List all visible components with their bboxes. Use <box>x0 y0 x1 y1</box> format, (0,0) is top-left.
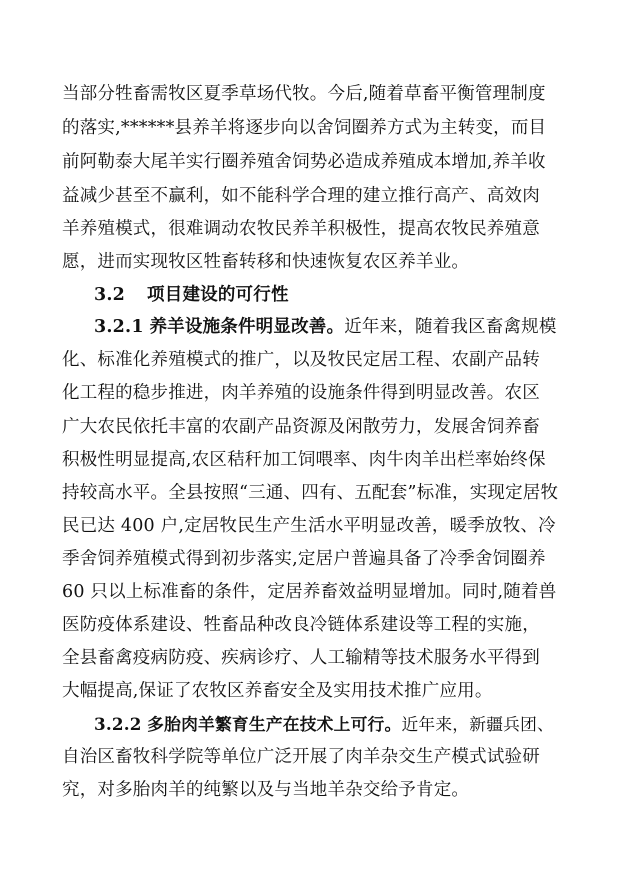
paragraph-line: 大幅提高,保证了农牧区养畜安全及实用技术推广应用。 <box>62 681 493 701</box>
subsection-title: 多胎肉羊繁育生产在技术上可行。 <box>147 714 402 734</box>
subsection-number: 3.2.1 <box>94 317 144 337</box>
paragraph-line: 益减少甚至不赢利，如不能科学合理的建立推行高产、高效肉 <box>62 186 540 206</box>
paragraph-line: 持较高水平。全县按照“三通、四有、五配套”标准，实现定居牧 <box>62 483 559 503</box>
paragraph-line: 愿，进而实现牧区牲畜转移和快速恢复农区养羊业。 <box>62 252 470 272</box>
paragraph-line: 自治区畜牧科学院等单位广泛开展了肉羊杂交生产模式试验研 <box>62 747 540 767</box>
paragraph-line: 化、标准化养殖模式的推广，以及牧民定居工程、农副产品转 <box>62 350 540 370</box>
section-heading <box>94 283 289 307</box>
subsection-first-line <box>94 315 557 339</box>
subsection-number: 3.2.2 <box>94 714 142 734</box>
paragraph-line: 前阿勒泰大尾羊实行圈养殖舍饲势必造成养殖成本增加,养羊收 <box>62 152 546 172</box>
subsection-first-line <box>94 712 554 736</box>
subsection-title: 养羊设施条件明显改善。 <box>149 317 345 337</box>
paragraph-text: 近年来，随着我区畜禽规模 <box>344 317 557 337</box>
section-number: 3.2 <box>94 285 126 305</box>
paragraph-line: 季舍饲养殖模式得到初步落实,定居户普遍具备了冷季舍饲圈养 <box>62 549 546 569</box>
paragraph-line: 当部分牲畜需牧区夏季草场代牧。今后,随着草畜平衡管理制度 <box>62 84 546 104</box>
paragraph-line: 化工程的稳步推进，肉羊养殖的设施条件得到明显改善。农区 <box>62 383 540 403</box>
section-title: 项目建设的可行性 <box>147 285 289 305</box>
paragraph-line: 全县畜禽疫病防疫、疾病诊疗、人工输精等技术服务水平得到 <box>62 648 540 668</box>
paragraph-line: 医防疫体系建设、牲畜品种改良冷链体系建设等工程的实施， <box>62 615 540 635</box>
paragraph-line: 积极性明显提高,农区秸秆加工饲喂率、肉牛肉羊出栏率始终保 <box>62 450 546 470</box>
paragraph-line: 羊养殖模式，很难调动农牧民养羊积极性，提高农牧民养殖意 <box>62 219 540 239</box>
paragraph-line: 究，对多胎肉羊的纯繁以及与当地羊杂交给予肯定。 <box>62 780 470 800</box>
paragraph-line: 广大农民依托丰富的农副产品资源及闲散劳力，发展舍饲养畜 <box>62 417 540 437</box>
paragraph-line: 民已达 400 户,定居牧民生产生活水平明显改善，暖季放牧、冷 <box>62 516 556 536</box>
paragraph-text: 近年来，新疆兵团、 <box>401 714 554 734</box>
paragraph-line: 的落实,******县养羊将逐步向以舍饲圈养方式为主转变，而目 <box>62 118 547 138</box>
paragraph-line: 60 只以上标准畜的条件，定居养畜效益明显增加。同时,随着兽 <box>62 582 557 602</box>
